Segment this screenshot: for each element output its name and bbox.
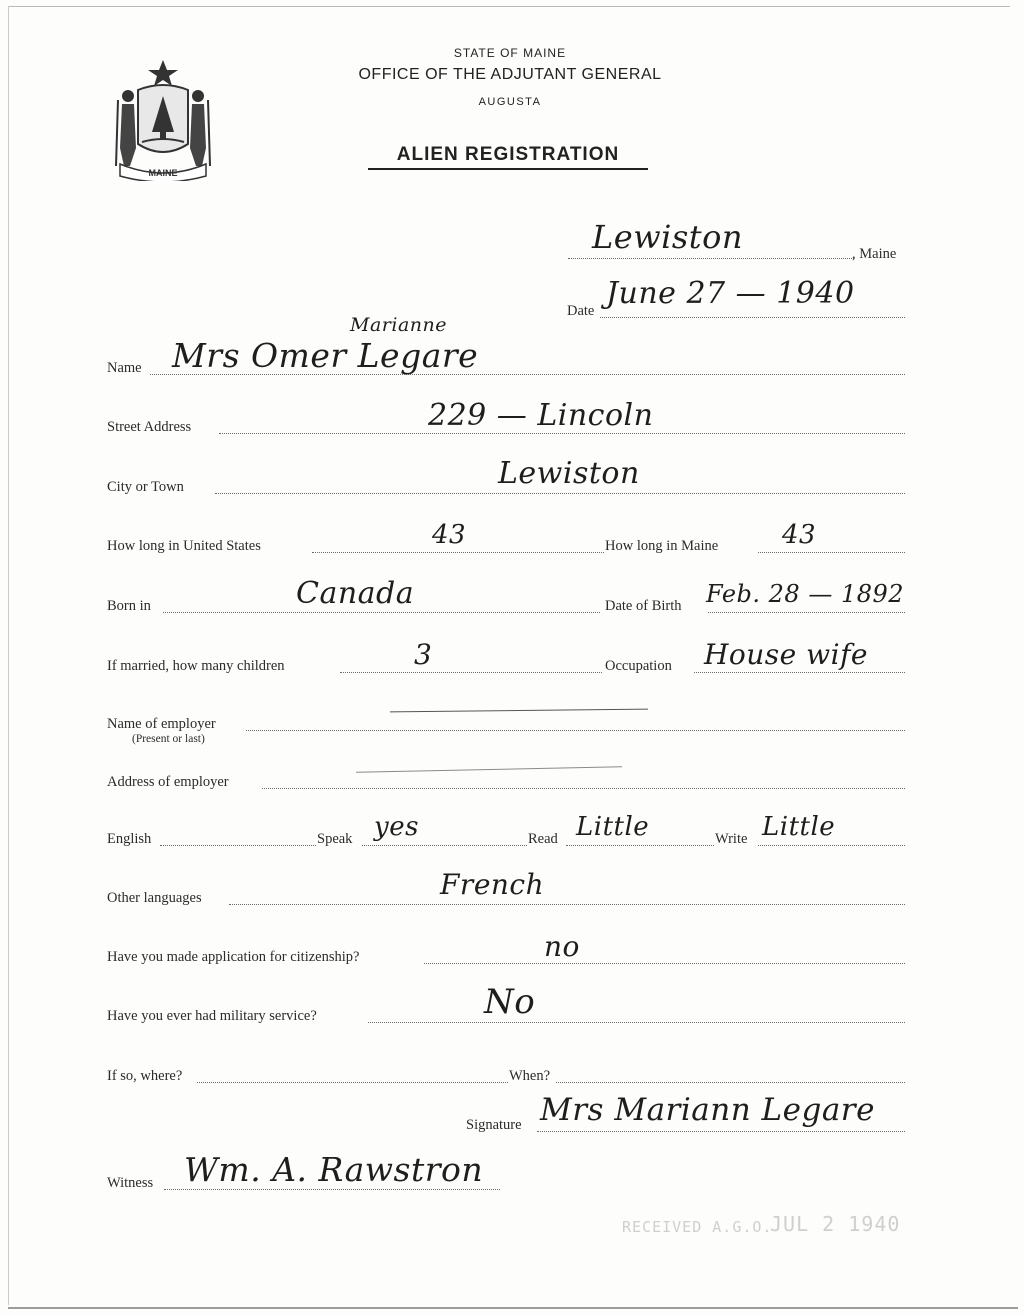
witness-value: Wm. A. Rawstron (184, 1150, 484, 1189)
english-dots (160, 845, 316, 846)
city-label: City or Town (107, 479, 184, 495)
witness-label: Witness (107, 1175, 154, 1191)
years-maine-dots (758, 552, 905, 553)
born-in-dots (163, 612, 600, 613)
write-dots (758, 845, 905, 846)
read-dots (566, 845, 714, 846)
received-stamp: RECEIVED A.G.O. (622, 1218, 773, 1236)
employer-name-label: Name of employer (107, 716, 216, 732)
children-dots (340, 672, 602, 673)
header-city: AUGUSTA (478, 96, 542, 108)
signature-value: Mrs Mariann Legare (540, 1092, 875, 1128)
signature-dots (537, 1131, 905, 1132)
military-label: Have you ever had military service? (107, 1008, 317, 1024)
street-dots (219, 433, 905, 434)
citizenship-label: Have you made application for citizenship? (107, 949, 360, 965)
header-office: OFFICE OF THE ADJUTANT GENERAL (358, 66, 662, 83)
years-us-dots (312, 552, 604, 553)
signature-label: Signature (466, 1117, 522, 1133)
city-value: Lewiston (498, 456, 640, 491)
dob-value: Feb. 28 — 1892 (706, 580, 905, 608)
form-title: ALIEN REGISTRATION (368, 144, 648, 170)
occupation-dots (694, 672, 905, 673)
english-label: English (107, 831, 152, 847)
write-value: Little (762, 812, 836, 842)
other-languages-label: Other languages (107, 890, 202, 906)
date-label: Date (567, 303, 595, 319)
children-label: If married, how many children (107, 658, 285, 674)
header-state: STATE OF MAINE (453, 46, 567, 60)
read-value: Little (576, 812, 650, 842)
employer-address-label: Address of employer (107, 774, 229, 790)
street-value: 229 — Lincoln (428, 398, 654, 433)
if-so-where-label: If so, where? (107, 1068, 183, 1084)
born-in-value: Canada (296, 576, 415, 611)
other-languages-dots (229, 904, 905, 905)
occupation-value: House wife (704, 638, 869, 671)
name-value: Mrs Omer Legare (172, 336, 479, 375)
other-languages-value: French (440, 868, 545, 901)
date-value: June 27 — 1940 (606, 276, 855, 311)
where-dots (197, 1082, 508, 1083)
when-dots (556, 1082, 905, 1083)
employer-address-dots (262, 788, 905, 789)
maine-label: , Maine (852, 246, 897, 262)
citizenship-dots (424, 963, 905, 964)
svg-text:MAINE: MAINE (148, 168, 178, 178)
years-us-label: How long in United States (107, 538, 261, 554)
citizenship-value: no (544, 930, 580, 963)
received-stamp-date: JUL 2 1940 (770, 1212, 901, 1236)
employer-note: (Present or last) (132, 733, 205, 745)
town-dots (568, 258, 854, 259)
born-in-label: Born in (107, 598, 151, 614)
years-maine-label: How long in Maine (605, 538, 719, 554)
years-us-value: 43 (432, 520, 467, 550)
name-label: Name (107, 360, 142, 376)
speak-value: yes (374, 812, 419, 842)
speak-label: Speak (317, 831, 353, 847)
witness-dots (164, 1189, 500, 1190)
city-dots (215, 493, 905, 494)
scan-edge-left (8, 6, 9, 1305)
date-dots (600, 317, 905, 318)
when-label: When? (509, 1068, 551, 1084)
speak-dots (362, 845, 527, 846)
dob-dots (708, 612, 905, 613)
employer-address-dash (356, 766, 622, 773)
write-label: Write (715, 831, 748, 847)
read-label: Read (528, 831, 558, 847)
children-value: 3 (414, 638, 433, 671)
street-label: Street Address (107, 419, 192, 435)
occupation-label: Occupation (605, 658, 672, 674)
employer-name-dots (246, 730, 905, 731)
town-value: Lewiston (592, 218, 743, 256)
years-maine-value: 43 (782, 520, 817, 550)
scan-edge-top (8, 6, 1010, 7)
maine-state-seal (108, 56, 218, 181)
scan-edge-bottom (8, 1307, 1018, 1309)
employer-name-dash (390, 709, 648, 713)
military-dots (368, 1022, 905, 1023)
military-value: No (484, 982, 536, 1022)
dob-label: Date of Birth (605, 598, 682, 614)
name-insert-value: Marianne (350, 314, 447, 336)
